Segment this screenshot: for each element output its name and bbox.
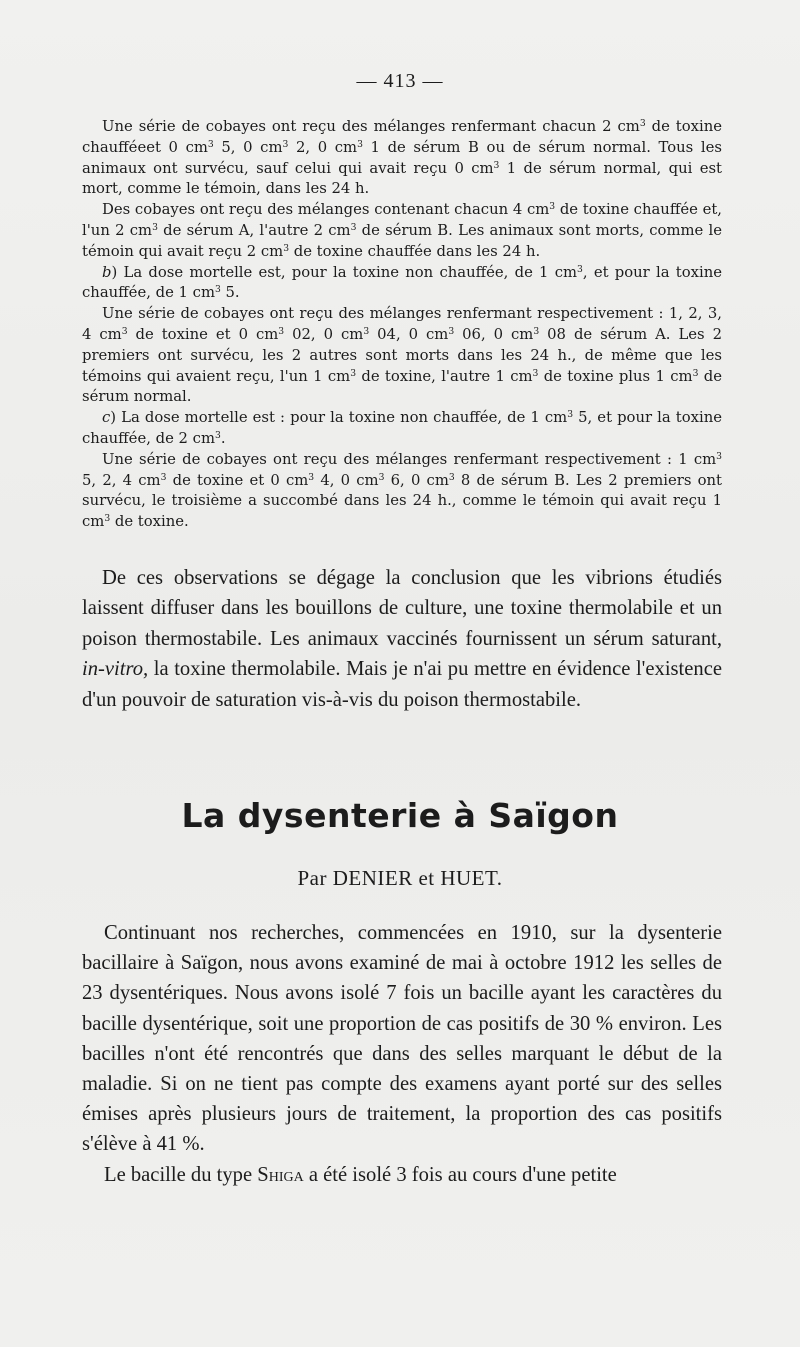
article-authors: Par DENIER et HUET.	[297, 866, 503, 890]
paragraph-dose-b: b) La dose mortelle est, pour la toxine non chauffée, de 1 $cm^3$, et pour la toxine chauffée, de 1 $cm^3$ 5.	[82, 263, 722, 302]
paragraph-dose-c: c) La dose mortelle est : pour la toxine non chauffée, de 1 $cm^3$ 5, et pour la toxine chauffée, de 2 $cm^3$.	[82, 409, 722, 447]
article-paragraph-1: Continuant nos recherches, commencées en 1910, sur la dysenterie bacillaire à Saïgon, nous avons examiné de mai à octobre 1912 les selles de 23 dysentériques. Nous avons isolé 7 fois un bacille ayant les caractères du bacille dysentérique, soit une proportion de cas positifs de 30 % environ. Les bacilles n'ont été rencontrés que dans des selles marquant le début de la maladie. Si on ne tient pas compte des examens ayant porté sur des selles émises après plusieurs jours de traitement, la proportion des cas positifs s'élève à 41 %.	[82, 922, 722, 1156]
paragraph-serie-4: Une série de cobayes ont reçu des mélanges renfermant respectivement : 1 $cm^3$ 5, 2, 4 $cm^3$ de toxine et 0 $cm^3$ 4, 0 $cm^3$ 6, 0 $cm^3$ 8 de sérum B. Les 2 premiers ont survécu, le troisième a succombé dans les 24 h., comme le témoin qui avait reçu 1 $cm^3$ de toxine.	[82, 450, 722, 531]
paragraph-serie-3: Une série de cobayes ont reçu des mélanges renfermant respectivement : 1, 2, 3, 4 $cm^3$ de toxine et 0 $cm^3$ 02, 0 $cm^3$ 04, 0 $cm^3$ 06, 0 $cm^3$ 08 de sérum A. Les 2 premiers ont survécu, les 2 autres sont morts dans les 24 h., de même que les témoins qui avaient reçu, l'un 1 $cm^3$ de toxine, l'autre 1 $cm^3$ de toxine plus 1 $cm^3$ de sérum normal.	[82, 305, 723, 406]
paragraph-serie-1: Une série de cobayes ont reçu des mélanges renfermant chacun 2 $cm^3$ de toxine chaufféeet 0 $cm^3$ 5, 0 $cm^3$ 2, 0 $cm^3$ 1 de sérum B ou de sérum normal. Tous les animaux ont survécu, sauf celui qui avait reçu 0 $cm^3$ 1 de sérum normal, qui est mort, comme le témoin, dans les 24 h.	[82, 117, 722, 198]
article-body	[82, 918, 722, 1190]
page-number: — 413 —	[356, 70, 444, 92]
shiga-name: Shiga	[257, 1163, 304, 1186]
article-paragraph-2: Le bacille du type Shiga a été isolé 3 fois au cours d'une petite	[104, 1163, 617, 1186]
paragraph-serie-2: Des cobayes ont reçu des mélanges contenant chacun 4 $cm^3$ de toxine chauffée et, l'un 2 $cm^3$ de sérum A, l'autre 2 $cm^3$ de sérum B. Les animaux sont morts, comme le témoin qui avait reçu 2 $cm^3$ de toxine chauffée dans les 24 h.	[82, 201, 723, 260]
article-title: La dysenterie à Saïgon	[181, 796, 619, 835]
experiment-notes	[82, 117, 722, 533]
conclusion-paragraph: De ces observations se dégage la conclusion que les vibrions étudiés laissent diffuser dans les bouillons de culture, une toxine thermolabile et un poison thermostabile. Les animaux vaccinés fournissent un sérum saturant, in-vitro, la toxine thermolabile. Mais je n'ai pu mettre en évidence l'existence d'un pouvoir de saturation vis-à-vis du poison thermostabile.	[82, 567, 722, 711]
